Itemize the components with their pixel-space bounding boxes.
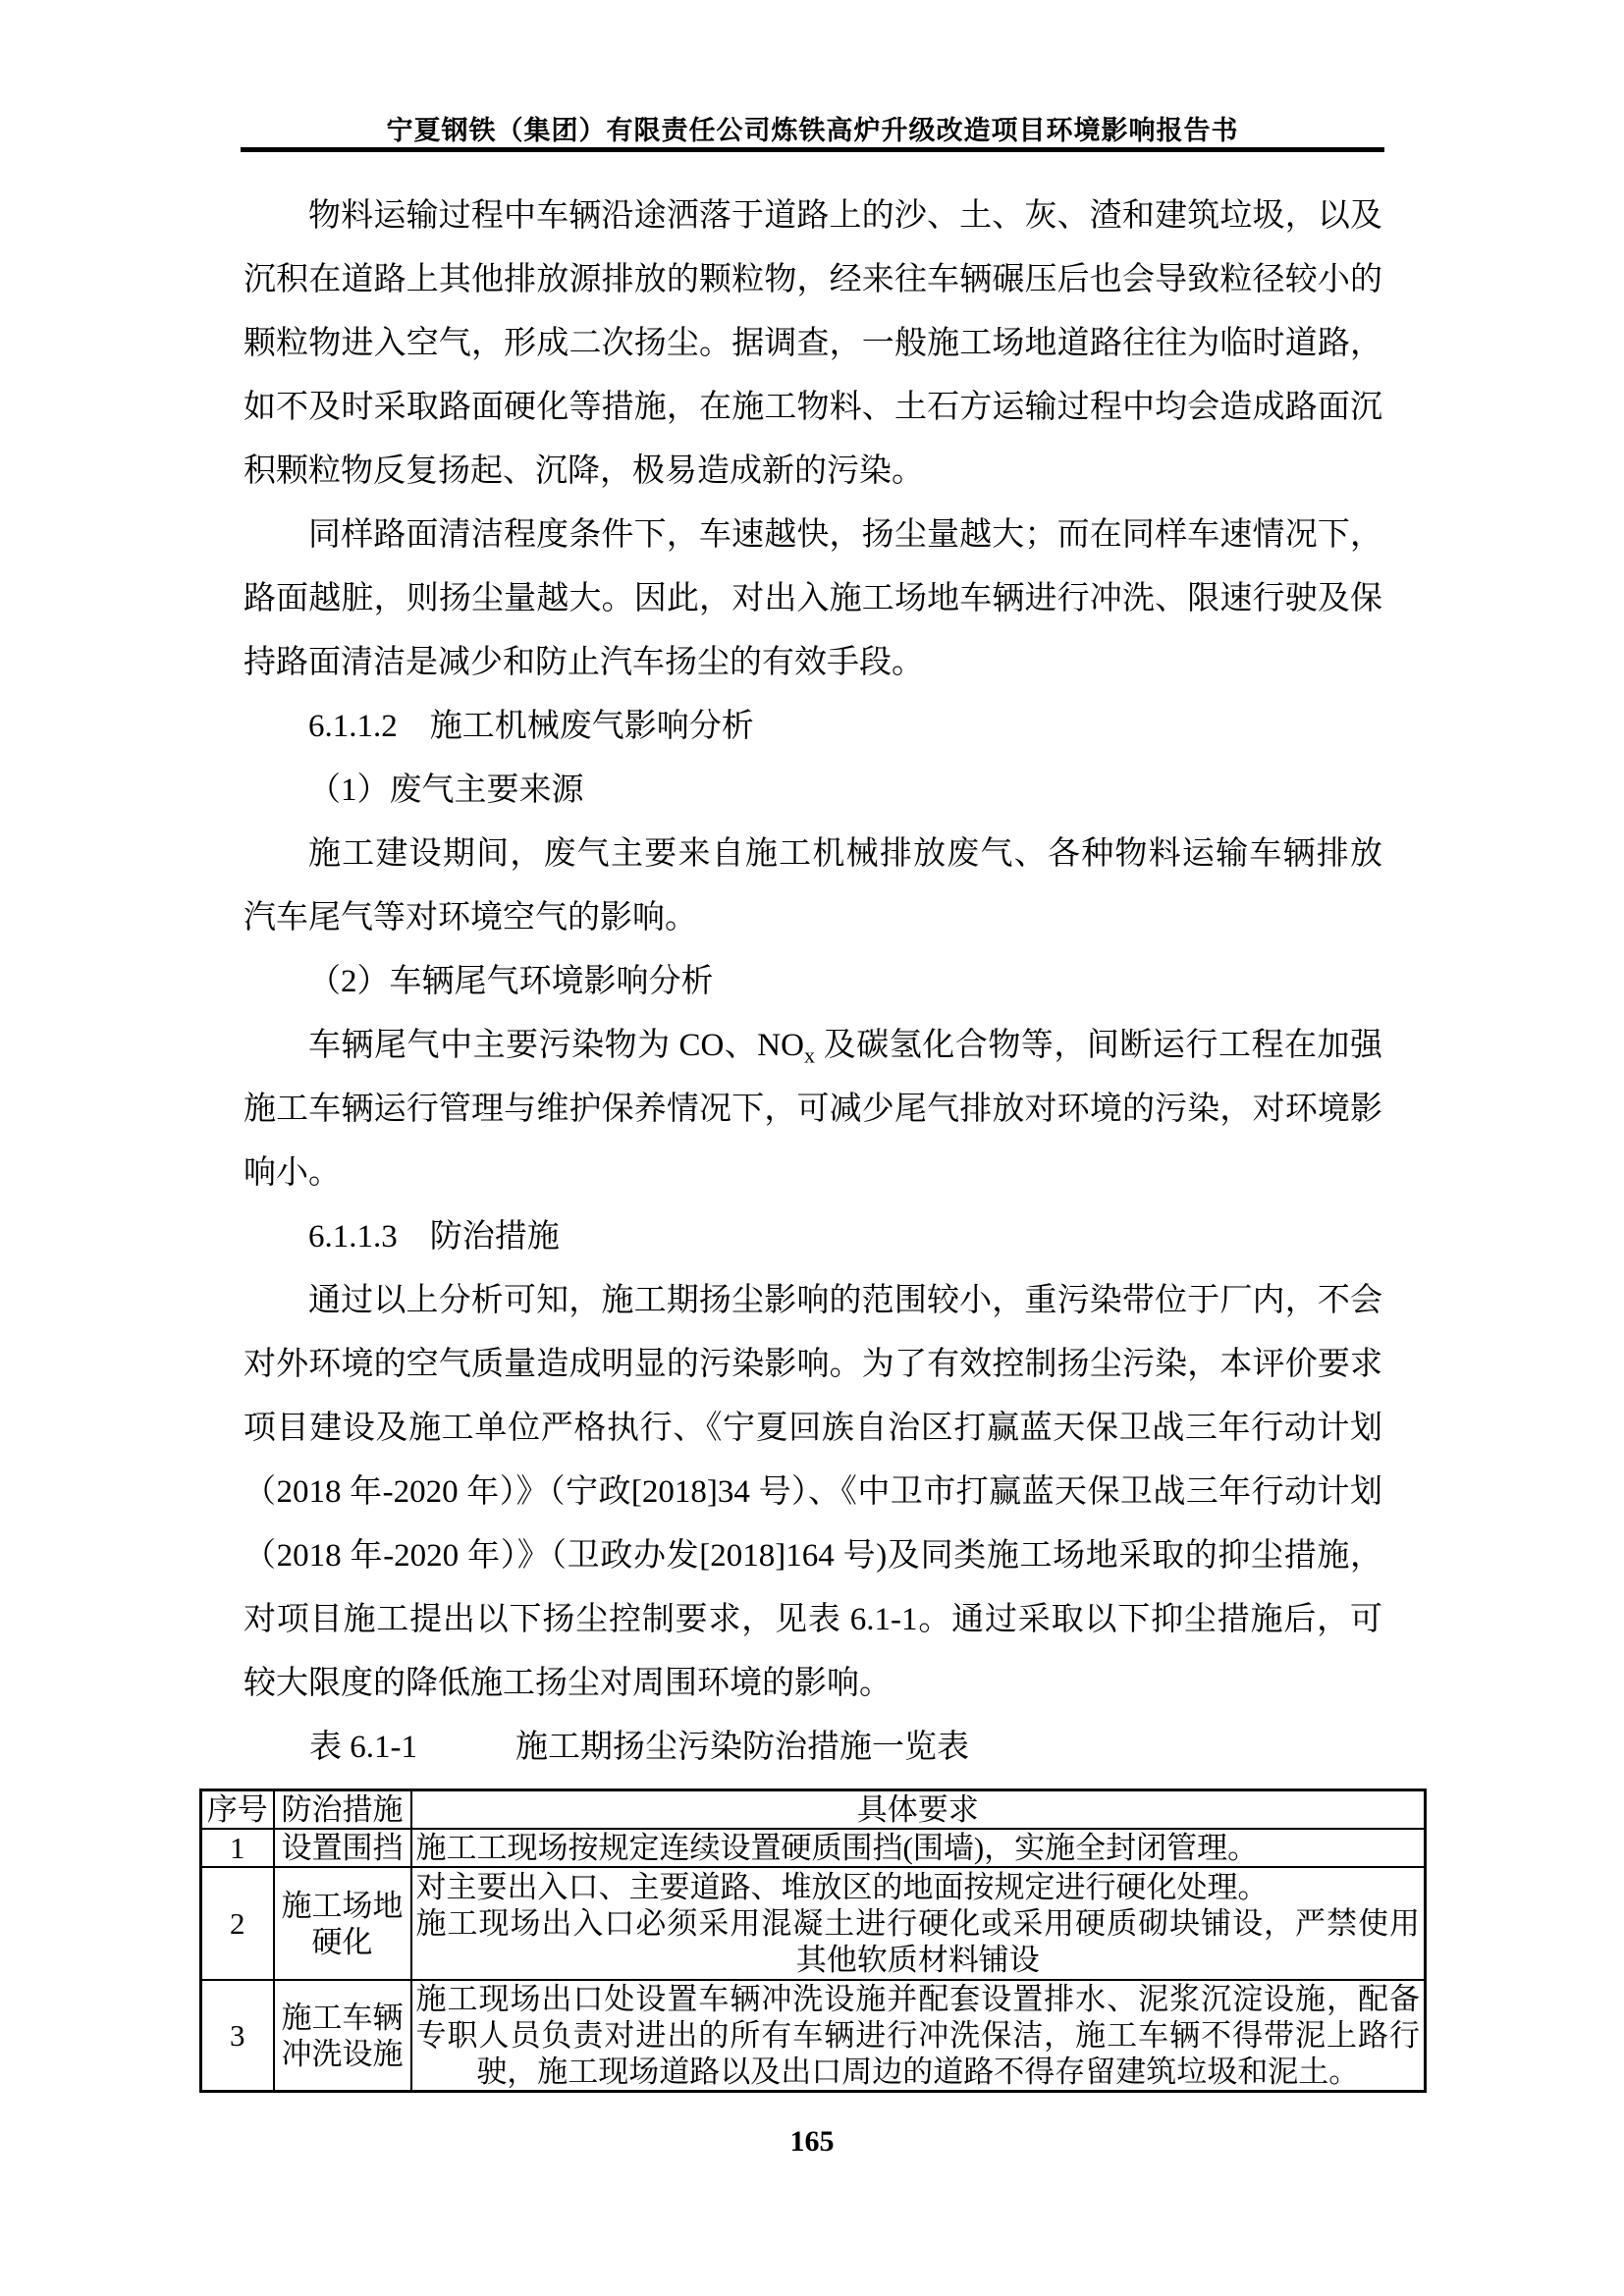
column-header-no: 序号 <box>201 1790 274 1830</box>
paragraph-line: 如不及时采取路面硬化等措施，在施工物料、土石方运输过程中均会造成路面沉 <box>244 390 1382 425</box>
row-no: 1 <box>201 1829 274 1867</box>
row-no: 2 <box>201 1867 274 1980</box>
paragraph-line: （2018 年-2020 年）》（卫政办发[2018]164 号)及同类施工场地采取的抑尘措施， <box>244 1538 1382 1574</box>
subsection-heading-1: （1）废气主要来源 <box>308 773 584 808</box>
row-measure: 设置围挡 <box>274 1829 411 1867</box>
paragraph-line-nox <box>244 1014 1382 1078</box>
row-measure: 施工场地硬化 <box>274 1867 411 1980</box>
row-requirement <box>411 1867 1426 1980</box>
table-caption-title: 施工期扬尘污染防治措施一览表 <box>515 1730 969 1765</box>
page-number: 165 <box>789 2125 835 2158</box>
section-number: 6.1.1.3 <box>308 1219 398 1255</box>
row-requirement <box>411 1980 1426 2092</box>
paragraph-line: （2018 年-2020 年）》（宁政[2018]34 号）、《中卫市打赢蓝天保卫战三年行动计划 <box>244 1474 1382 1510</box>
table-caption-label: 表 6.1-1 <box>309 1730 417 1765</box>
paragraph-line: 施工建设期间，废气主要来自施工机械排放废气、各种物料运输车辆排放 <box>308 836 1382 872</box>
requirement-text: 施工现场出口处设置车辆冲洗设施并配套设置排水、泥浆沉淀设施，配备专职人员负责对进出的所有车辆进行冲洗保洁，施工车辆不得带泥上路行驶，施工现场道路以及出口周边的道路不得存留建筑垃圾和泥土。 <box>415 1982 1420 2089</box>
nox-post-text: 及碳氢化合物等，间断运行工程在加强 <box>814 1028 1382 1063</box>
column-header-measure: 防治措施 <box>274 1790 411 1830</box>
table-header-row <box>201 1790 1426 1830</box>
section-heading-6113 <box>244 1205 1382 1269</box>
running-head-title: 宁夏钢铁（集团）有限责任公司炼铁高炉升级改造项目环境影响报告书 <box>386 116 1239 145</box>
section-title: 防治措施 <box>429 1219 560 1255</box>
row-measure: 施工车辆冲洗设施 <box>274 1980 411 2092</box>
row-requirement <box>411 1829 1426 1867</box>
paragraph-line: 沉积在道路上其他排放源排放的颗粒物，经来往车辆碾压后也会导致粒径较小的 <box>244 262 1382 297</box>
paragraph-line: 颗粒物进入空气，形成二次扬尘。据调查，一般施工场地道路往往为临时道路， <box>244 326 1382 361</box>
paragraph-line: 较大限度的降低施工扬尘对周围环境的影响。 <box>244 1666 892 1701</box>
requirement-text: 施工工现场按规定连续设置硬质围挡(围墙)，实施全封闭管理。 <box>415 1831 1259 1865</box>
paragraph-line: 响小。 <box>244 1155 341 1191</box>
section-number: 6.1.1.2 <box>308 709 398 744</box>
section-heading-6112 <box>244 695 1382 759</box>
row-no: 3 <box>201 1980 274 2092</box>
nox-pre-text: 车辆尾气中主要污染物为 CO、NO <box>308 1028 804 1063</box>
paragraph-line: 通过以上分析可知，施工期扬尘影响的范围较小，重污染带位于厂内，不会 <box>308 1283 1382 1318</box>
paragraph-line: 项目建设及施工单位严格执行、《宁夏回族自治区打赢蓝天保卫战三年行动计划 <box>244 1411 1382 1446</box>
table-row <box>201 1867 1426 1980</box>
table-row <box>201 1829 1426 1867</box>
column-header-requirement: 具体要求 <box>411 1790 1426 1830</box>
requirement-text: 对主要出入口、主要道路、堆放区的地面按规定进行硬化处理。 <box>415 1870 1269 1904</box>
header-rule <box>241 147 1384 152</box>
body-text <box>244 185 1382 1780</box>
paragraph-line: 对外环境的空气质量造成明显的污染影响。为了有效控制扬尘污染，本评价要求 <box>244 1347 1382 1382</box>
table-caption <box>244 1716 1382 1780</box>
nox-subscript: x <box>803 1042 815 1068</box>
paragraph-line: 持路面清洁是减少和防止汽车扬尘的有效手段。 <box>244 645 924 680</box>
paragraph-line: 施工车辆运行管理与维护保养情况下，可减少尾气排放对环境的污染，对环境影 <box>244 1092 1382 1127</box>
paragraph-line: 同样路面清洁程度条件下，车速越快，扬尘量越大；而在同样车速情况下， <box>308 517 1382 553</box>
requirement-text: 施工现场出入口必须采用混凝土进行硬化或采用硬质砌块铺设，严禁使用其他软质材料铺设 <box>415 1906 1420 1977</box>
dust-control-measures-table <box>199 1789 1427 2093</box>
table-row <box>201 1980 1426 2092</box>
paragraph-line: 积颗粒物反复扬起、沉降，极易造成新的污染。 <box>244 454 924 489</box>
paragraph-line: 汽车尾气等对环境空气的影响。 <box>244 900 697 935</box>
subsection-heading-2: （2）车辆尾气环境影响分析 <box>308 964 714 999</box>
section-title: 施工机械废气影响分析 <box>429 709 754 744</box>
paragraph-line: 对项目施工提出以下扬尘控制要求，见表 6.1-1。通过采取以下抑尘措施后，可 <box>244 1602 1382 1637</box>
paragraph-line: 路面越脏，则扬尘量越大。因此，对出入施工场地车辆进行冲洗、限速行驶及保 <box>244 581 1382 616</box>
paragraph-line: 物料运输过程中车辆沿途洒落于道路上的沙、土、灰、渣和建筑垃圾，以及 <box>308 198 1382 234</box>
